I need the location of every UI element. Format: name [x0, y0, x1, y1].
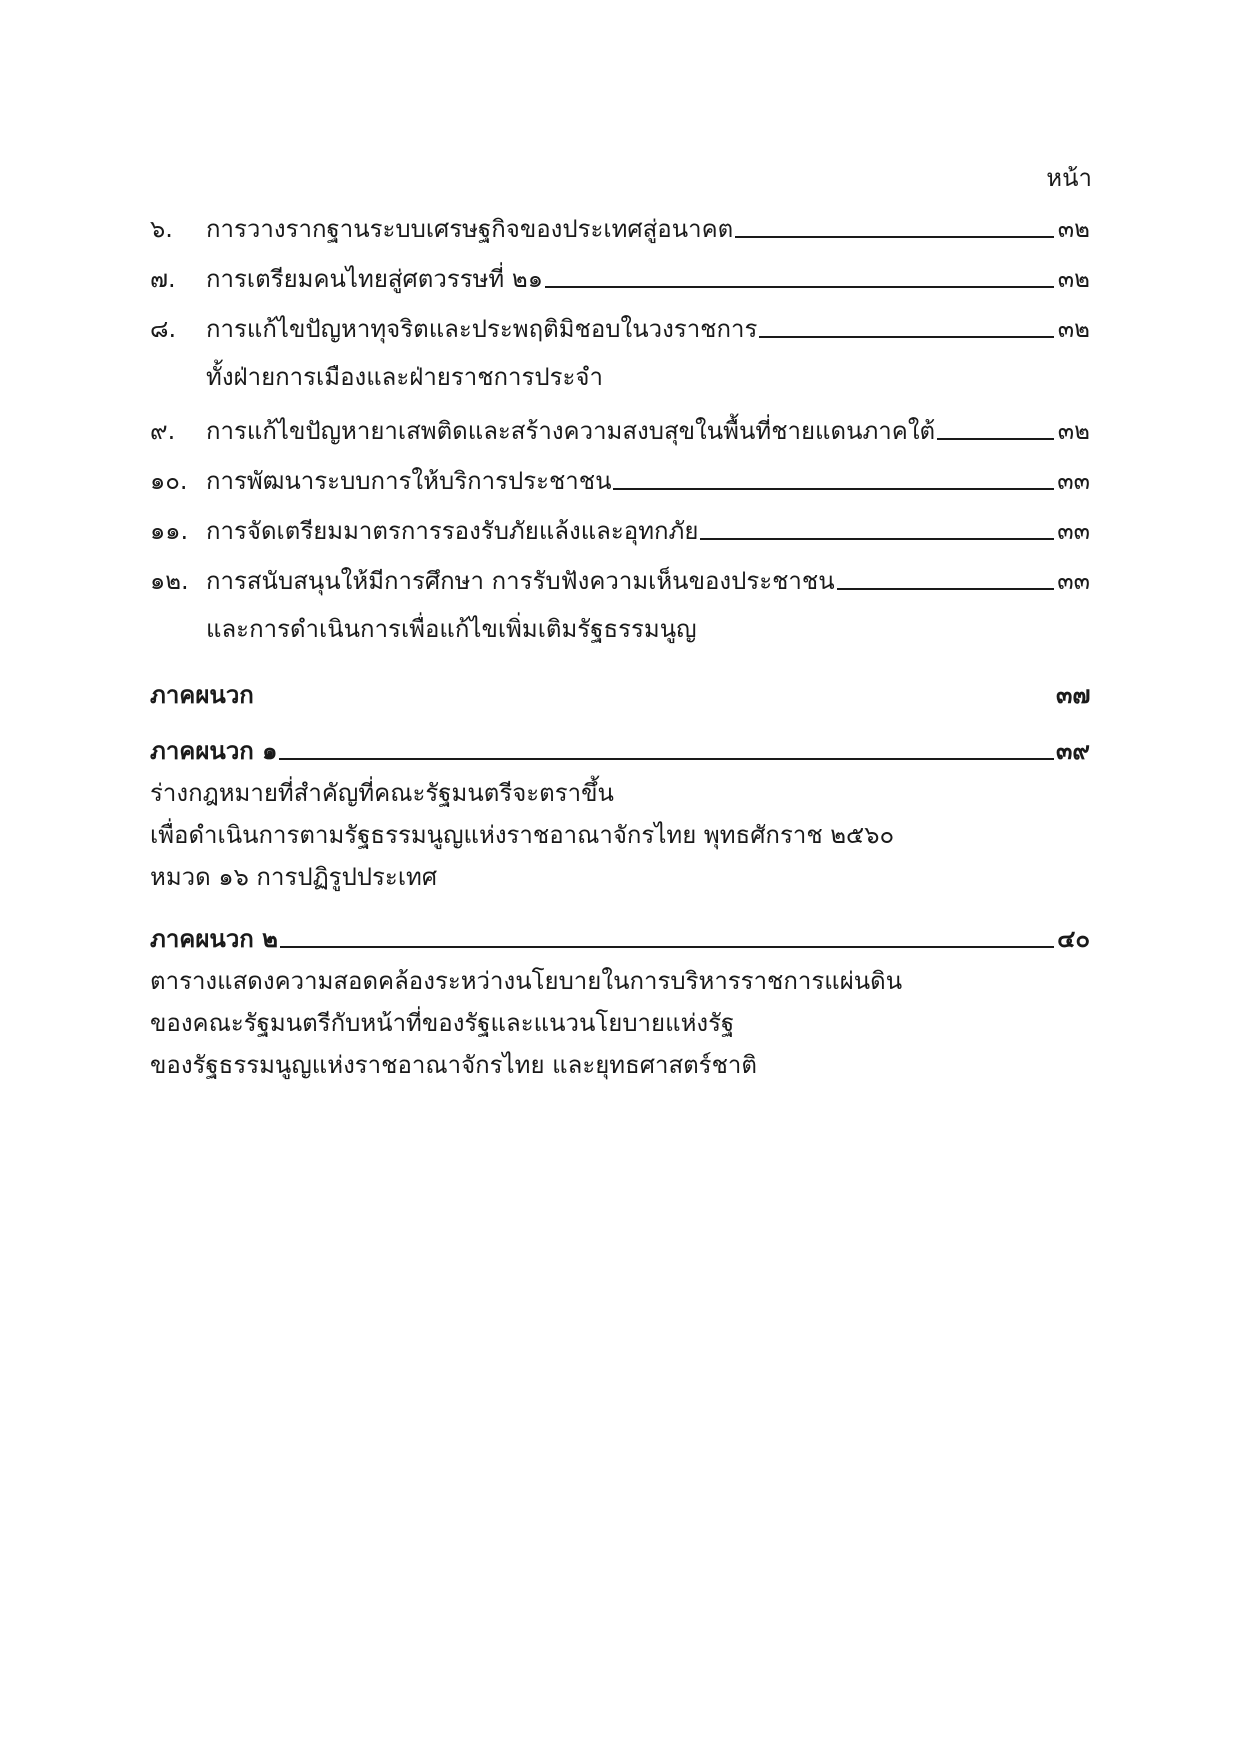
toc-item-title: การสนับสนุนให้มีการศึกษา การรับฟังความเห็นของประชาชน — [206, 567, 835, 595]
appendix-section-line: ร่างกฎหมายที่สำคัญที่คณะรัฐมนตรีจะตราขึ้น — [150, 779, 614, 807]
toc-item-page: ๓๓ — [1057, 517, 1090, 545]
page-column-label: หน้า — [1046, 164, 1092, 192]
toc-item-page: ๓๒ — [1057, 215, 1090, 243]
dot-leader — [759, 336, 1054, 338]
toc-item-title: การแก้ไขปัญหายาเสพติดและสร้างความสงบสุขในพื้นที่ชายแดนภาคใต้ — [206, 417, 936, 445]
appendix-heading: ภาคผนวก — [150, 681, 254, 709]
toc-item-page: ๓๒ — [1057, 265, 1090, 293]
appendix-section-title-row — [150, 918, 1090, 954]
toc-item — [150, 460, 1090, 496]
toc-item — [150, 510, 1090, 546]
toc-item-number: ๙. — [150, 417, 176, 445]
toc-item — [150, 308, 1090, 344]
appendix-heading-page: ๓๗ — [1056, 681, 1091, 709]
toc-item-title: การพัฒนาระบบการให้บริการประชาชน — [206, 467, 612, 495]
appendix-section-page: ๔๐ — [1057, 925, 1090, 953]
appendix-section-title: ภาคผนวก ๑ — [150, 737, 278, 765]
toc-item-title: การแก้ไขปัญหาทุจริตและประพฤติมิชอบในวงราชการ — [206, 315, 758, 343]
dot-leader — [837, 588, 1054, 590]
dot-leader — [700, 538, 1054, 540]
toc-item — [150, 208, 1090, 244]
toc-item-continuation: และการดำเนินการเพื่อแก้ไขเพิ่มเติมรัฐธรรมนูญ — [206, 615, 697, 643]
toc-item-title: การเตรียมคนไทยสู่ศตวรรษที่ ๒๑ — [206, 265, 543, 293]
appendix-section-line: เพื่อดำเนินการตามรัฐธรรมนูญแห่งราชอาณาจักรไทย พุทธศักราช ๒๕๖๐ — [150, 821, 895, 849]
toc-item-page: ๓๓ — [1057, 467, 1090, 495]
dot-leader — [613, 488, 1054, 490]
appendix-section-line: ตารางแสดงความสอดคล้องระหว่างนโยบายในการบริหารราชการแผ่นดิน — [150, 967, 903, 995]
toc-item-page: ๓๒ — [1057, 417, 1090, 445]
appendix-section-line: ของคณะรัฐมนตรีกับหน้าที่ของรัฐและแนวนโยบายแห่งรัฐ — [150, 1009, 735, 1037]
appendix-heading-row — [150, 674, 1090, 710]
toc-item-continuation: ทั้งฝ่ายการเมืองและฝ่ายราชการประจำ — [206, 363, 603, 391]
dot-leader — [735, 236, 1054, 238]
dot-leader — [279, 758, 1054, 760]
toc-item-title: การวางรากฐานระบบเศรษฐกิจของประเทศสู่อนาคต — [206, 215, 734, 243]
appendix-section-title: ภาคผนวก ๒ — [150, 925, 279, 953]
dot-leader — [545, 286, 1054, 288]
toc-item — [150, 258, 1090, 294]
toc-item-number: ๖. — [150, 215, 173, 243]
dot-leader — [280, 946, 1054, 948]
appendix-section-line: หมวด ๑๖ การปฏิรูปประเทศ — [150, 863, 438, 891]
dot-leader — [937, 438, 1054, 440]
toc-item-number: ๑๑. — [150, 517, 189, 545]
toc-item-number: ๑๐. — [150, 467, 188, 495]
toc-item-number: ๑๒. — [150, 567, 189, 595]
toc-item-page: ๓๒ — [1057, 315, 1090, 343]
toc-item-title: การจัดเตรียมมาตรการรองรับภัยแล้งและอุทกภัย — [206, 517, 699, 545]
appendix-section-title-row — [150, 730, 1090, 766]
toc-item-page: ๓๓ — [1057, 567, 1090, 595]
toc-item — [150, 560, 1090, 596]
toc-item — [150, 410, 1090, 446]
toc-item-number: ๗. — [150, 265, 176, 293]
appendix-section-line: ของรัฐธรรมนูญแห่งราชอาณาจักรไทย และยุทธศาสตร์ชาติ — [150, 1051, 757, 1079]
toc-item-number: ๘. — [150, 315, 177, 343]
appendix-section-page: ๓๙ — [1056, 737, 1090, 765]
